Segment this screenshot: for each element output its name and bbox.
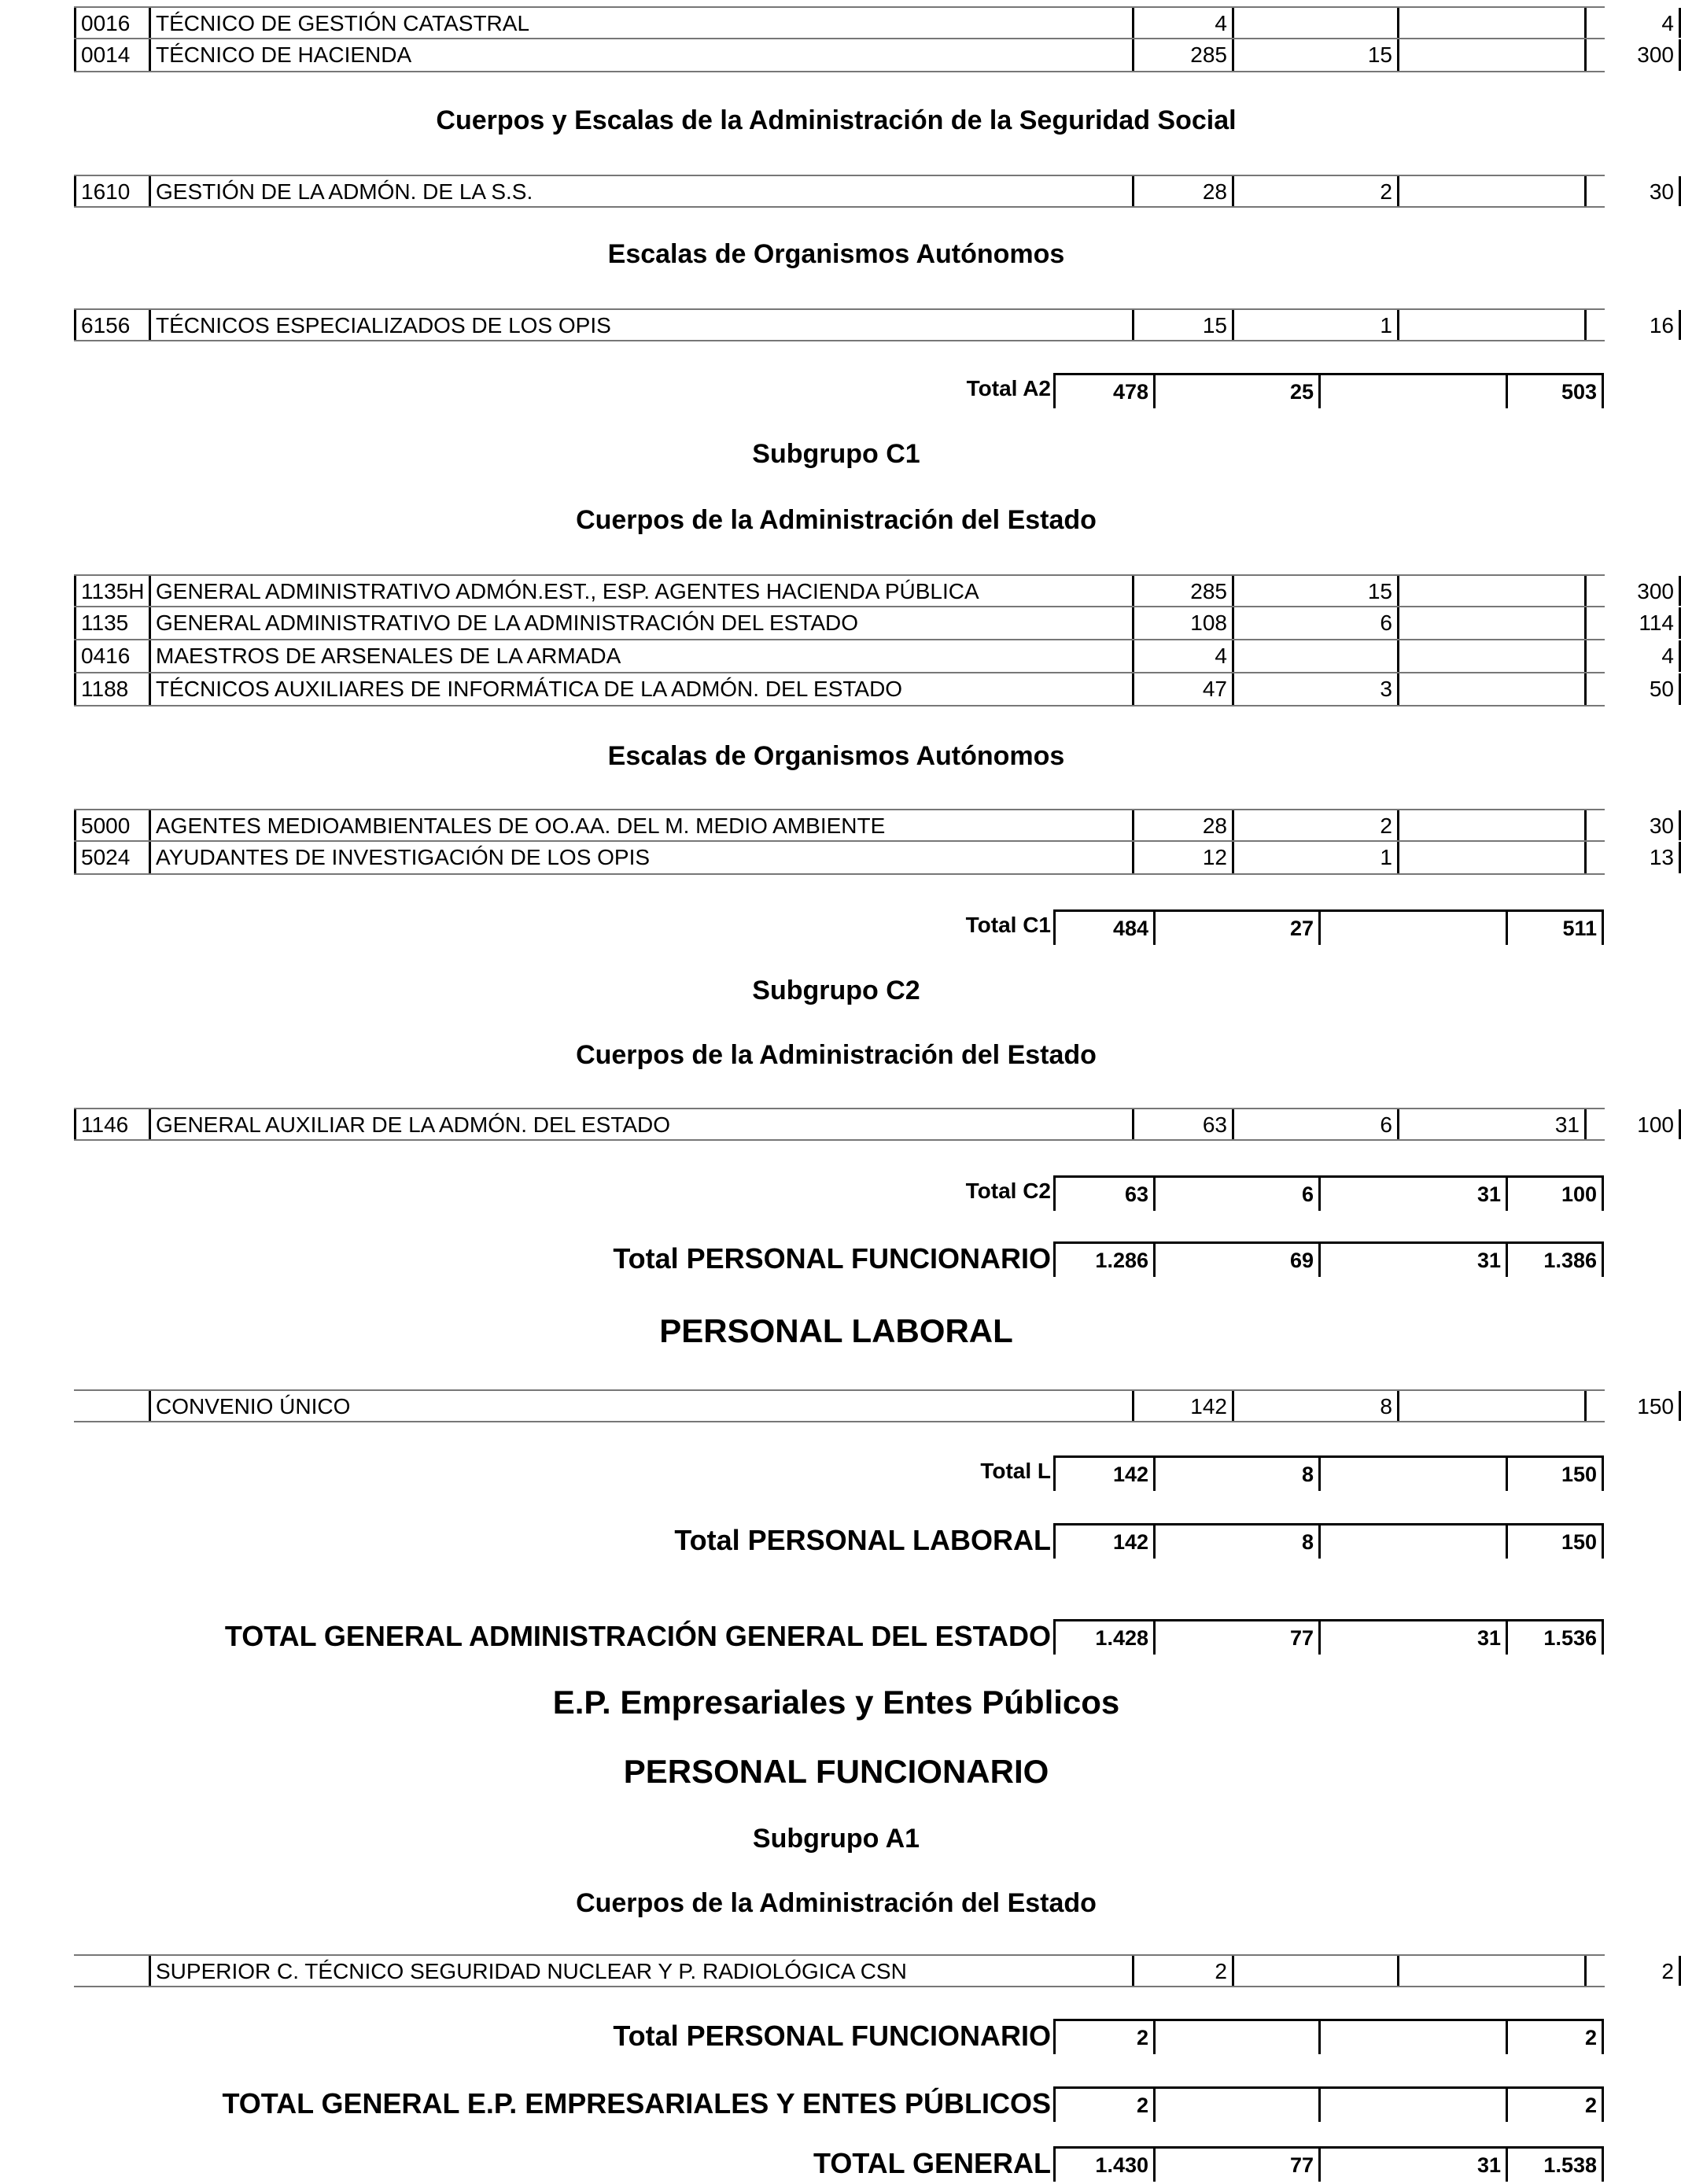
total-value-2: 77 (1156, 2149, 1321, 2182)
row-value-4: 50 (1587, 673, 1681, 705)
total-value-2: 27 (1156, 912, 1321, 945)
row-value-1: 142 (1132, 1391, 1234, 1421)
row-value-1: 47 (1132, 673, 1234, 705)
total-value-2: 25 (1156, 375, 1321, 408)
total-value-4: 2 (1508, 2089, 1604, 2122)
total-value-1: 484 (1053, 912, 1156, 945)
row-value-1: 63 (1132, 1109, 1234, 1139)
row-value-1: 2 (1132, 1956, 1234, 1986)
table-row (74, 673, 1674, 706)
subgroup-heading: Subgrupo C2 (752, 976, 920, 1005)
row-value-1: 285 (1132, 576, 1234, 606)
row-value-3 (1399, 1391, 1587, 1421)
row-value-4: 114 (1587, 607, 1681, 639)
row-value-3 (1399, 176, 1587, 206)
row-code: 1135 (74, 607, 149, 639)
subgroup-heading: Subgrupo C1 (752, 439, 920, 469)
personnel-heading: PERSONAL FUNCIONARIO (623, 1753, 1049, 1790)
total-value-4: 511 (1508, 912, 1604, 945)
total-values (1053, 373, 1604, 406)
row-value-4: 13 (1587, 842, 1681, 873)
total-values (1053, 2086, 1604, 2119)
total-value-3 (1321, 1458, 1508, 1491)
total-value-4: 150 (1508, 1525, 1604, 1559)
table-row (74, 308, 1674, 341)
total-value-3 (1321, 1525, 1508, 1559)
row-code: 0016 (74, 8, 149, 38)
row-code: 6156 (74, 310, 149, 340)
row-value-2: 1 (1234, 842, 1399, 873)
row-value-1: 4 (1132, 8, 1234, 38)
total-label: TOTAL GENERAL (813, 2147, 1051, 2179)
total-label: Total C2 (965, 1179, 1051, 1203)
table-row (74, 39, 1674, 72)
row-name: GENERAL ADMINISTRATIVO DE LA ADMINISTRACIÓN DEL ESTADO (149, 607, 1132, 639)
row-name: GENERAL AUXILIAR DE LA ADMÓN. DEL ESTADO (149, 1109, 1132, 1139)
total-value-4: 1.538 (1508, 2149, 1604, 2182)
total-value-3 (1321, 912, 1508, 945)
row-value-2: 2 (1234, 176, 1399, 206)
row-value-3 (1399, 576, 1587, 606)
table-row (74, 1389, 1674, 1422)
row-name: GENERAL ADMINISTRATIVO ADMÓN.EST., ESP. AGENTES HACIENDA PÚBLICA (149, 576, 1132, 606)
total-values (1053, 1523, 1604, 1556)
row-code: 1146 (74, 1109, 149, 1139)
row-value-3 (1399, 310, 1587, 340)
row-value-2: 6 (1234, 607, 1399, 639)
row-name: CONVENIO ÚNICO (149, 1391, 1132, 1421)
total-value-1: 142 (1053, 1525, 1156, 1559)
total-values (1053, 2019, 1604, 2052)
total-label: Total PERSONAL FUNCIONARIO (613, 2020, 1051, 2052)
total-value-1: 1.430 (1053, 2149, 1156, 2182)
row-code (74, 1956, 149, 1986)
row-value-4: 4 (1587, 640, 1681, 672)
total-row (0, 2019, 1672, 2052)
row-value-2: 2 (1234, 810, 1399, 840)
row-value-3 (1399, 842, 1587, 873)
total-values (1053, 1175, 1604, 1208)
total-row (0, 1241, 1672, 1275)
row-value-3 (1399, 673, 1587, 705)
table-row (74, 175, 1674, 208)
row-value-4: 16 (1587, 310, 1681, 340)
total-values (1053, 2146, 1604, 2179)
total-row (0, 909, 1672, 943)
row-value-4: 4 (1587, 8, 1681, 38)
total-value-1: 142 (1053, 1458, 1156, 1491)
row-name: TÉCNICO DE GESTIÓN CATASTRAL (149, 8, 1132, 38)
row-value-3 (1399, 810, 1587, 840)
table-row (74, 607, 1674, 640)
row-code: 1188 (74, 673, 149, 705)
row-code (74, 1391, 149, 1421)
total-label: Total C1 (965, 913, 1051, 937)
row-value-2: 8 (1234, 1391, 1399, 1421)
row-name: AYUDANTES DE INVESTIGACIÓN DE LOS OPIS (149, 842, 1132, 873)
row-value-1: 15 (1132, 310, 1234, 340)
grand-total-row (0, 2146, 1672, 2179)
row-value-4: 30 (1587, 176, 1681, 206)
total-value-2 (1156, 2089, 1321, 2122)
total-row (0, 2086, 1672, 2119)
table-row (74, 1954, 1674, 1987)
total-label: Total L (980, 1459, 1051, 1483)
total-value-3 (1321, 2089, 1508, 2122)
row-code: 5024 (74, 842, 149, 873)
row-value-2 (1234, 640, 1399, 672)
row-value-3: 31 (1399, 1109, 1587, 1139)
section-heading: Cuerpos de la Administración del Estado (576, 1888, 1097, 1918)
total-value-4: 1.536 (1508, 1621, 1604, 1655)
total-row (0, 1619, 1672, 1652)
total-value-2: 6 (1156, 1178, 1321, 1211)
row-value-2: 15 (1234, 39, 1399, 71)
row-value-1: 108 (1132, 607, 1234, 639)
subgroup-heading: Subgrupo A1 (752, 1824, 920, 1854)
row-value-2: 3 (1234, 673, 1399, 705)
personnel-heading: PERSONAL LABORAL (659, 1312, 1013, 1349)
row-value-2 (1234, 8, 1399, 38)
table-row (74, 809, 1674, 842)
table-row (74, 842, 1674, 875)
total-value-2: 8 (1156, 1458, 1321, 1491)
row-value-2 (1234, 1956, 1399, 1986)
row-name: TÉCNICOS ESPECIALIZADOS DE LOS OPIS (149, 310, 1132, 340)
table-row (74, 1108, 1674, 1141)
total-value-1: 1.286 (1053, 1244, 1156, 1277)
total-value-3 (1321, 2021, 1508, 2054)
row-value-3 (1399, 640, 1587, 672)
row-name: TÉCNICOS AUXILIARES DE INFORMÁTICA DE LA ADMÓN. DEL ESTADO (149, 673, 1132, 705)
row-value-2: 6 (1234, 1109, 1399, 1139)
total-value-1: 1.428 (1053, 1621, 1156, 1655)
section-heading: Escalas de Organismos Autónomos (607, 239, 1065, 269)
row-value-1: 28 (1132, 176, 1234, 206)
row-value-4: 150 (1587, 1391, 1681, 1421)
row-value-1: 4 (1132, 640, 1234, 672)
row-value-1: 28 (1132, 810, 1234, 840)
row-code: 0014 (74, 39, 149, 71)
row-value-4: 100 (1587, 1109, 1681, 1139)
total-label: Total A2 (966, 376, 1051, 400)
row-name: SUPERIOR C. TÉCNICO SEGURIDAD NUCLEAR Y P. RADIOLÓGICA CSN (149, 1956, 1132, 1986)
total-value-4: 100 (1508, 1178, 1604, 1211)
total-value-1: 2 (1053, 2089, 1156, 2122)
row-name: MAESTROS DE ARSENALES DE LA ARMADA (149, 640, 1132, 672)
row-code: 1135H (74, 576, 149, 606)
row-value-2: 1 (1234, 310, 1399, 340)
total-label: Total PERSONAL FUNCIONARIO (613, 1242, 1051, 1275)
total-value-4: 1.386 (1508, 1244, 1604, 1277)
section-heading: Cuerpos de la Administración del Estado (576, 505, 1097, 535)
row-value-3 (1399, 1956, 1587, 1986)
row-value-1: 285 (1132, 39, 1234, 71)
section-heading: Escalas de Organismos Autónomos (607, 741, 1065, 771)
row-value-4: 300 (1587, 576, 1681, 606)
total-value-4: 503 (1508, 375, 1604, 408)
total-values (1053, 909, 1604, 943)
section-heading: Cuerpos de la Administración del Estado (576, 1040, 1097, 1070)
total-value-3 (1321, 375, 1508, 408)
row-value-4: 300 (1587, 39, 1681, 71)
row-name: AGENTES MEDIOAMBIENTALES DE OO.AA. DEL M. MEDIO AMBIENTE (149, 810, 1132, 840)
row-code: 0416 (74, 640, 149, 672)
row-value-2: 15 (1234, 576, 1399, 606)
total-value-2 (1156, 2021, 1321, 2054)
total-value-3: 31 (1321, 1621, 1508, 1655)
total-value-4: 150 (1508, 1458, 1604, 1491)
total-values (1053, 1619, 1604, 1652)
total-row (0, 1175, 1672, 1208)
table-row (74, 640, 1674, 673)
row-value-3 (1399, 39, 1587, 71)
total-label: Total PERSONAL LABORAL (674, 1524, 1051, 1556)
total-label: TOTAL GENERAL ADMINISTRACIÓN GENERAL DEL ESTADO (224, 1620, 1051, 1652)
row-name: GESTIÓN DE LA ADMÓN. DE LA S.S. (149, 176, 1132, 206)
row-value-3 (1399, 8, 1587, 38)
total-value-2: 8 (1156, 1525, 1321, 1559)
row-name: TÉCNICO DE HACIENDA (149, 39, 1132, 71)
row-code: 1610 (74, 176, 149, 206)
total-row (0, 373, 1672, 406)
total-value-1: 63 (1053, 1178, 1156, 1211)
total-row (0, 1523, 1672, 1556)
section-heading: Cuerpos y Escalas de la Administración de la Seguridad Social (436, 105, 1237, 135)
row-value-4: 30 (1587, 810, 1681, 840)
total-label: TOTAL GENERAL E.P. EMPRESARIALES Y ENTES PÚBLICOS (222, 2087, 1051, 2119)
total-value-3: 31 (1321, 2149, 1508, 2182)
total-values (1053, 1455, 1604, 1489)
table-row (74, 6, 1674, 39)
total-value-1: 2 (1053, 2021, 1156, 2054)
row-value-3 (1399, 607, 1587, 639)
total-value-4: 2 (1508, 2021, 1604, 2054)
total-value-3: 31 (1321, 1178, 1508, 1211)
row-code: 5000 (74, 810, 149, 840)
total-row (0, 1455, 1672, 1489)
total-value-3: 31 (1321, 1244, 1508, 1277)
total-values (1053, 1241, 1604, 1275)
entity-heading: E.P. Empresariales y Entes Públicos (552, 1684, 1120, 1721)
total-value-1: 478 (1053, 375, 1156, 408)
total-value-2: 77 (1156, 1621, 1321, 1655)
table-row (74, 574, 1674, 607)
total-value-2: 69 (1156, 1244, 1321, 1277)
row-value-1: 12 (1132, 842, 1234, 873)
row-value-4: 2 (1587, 1956, 1681, 1986)
